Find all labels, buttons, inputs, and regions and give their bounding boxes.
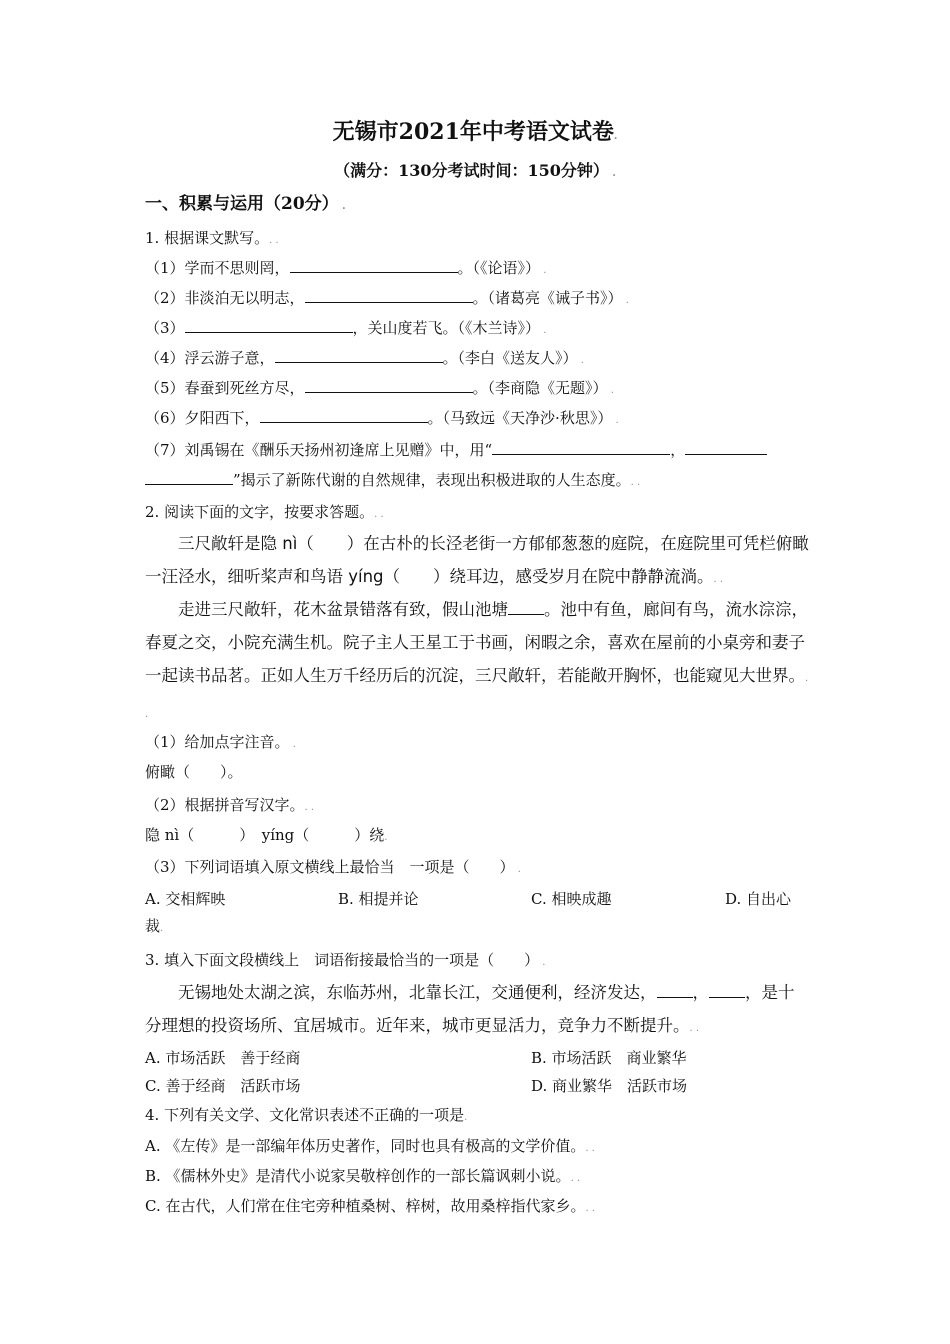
q1-stem: 1. 根据课文默写。. . <box>145 229 279 247</box>
q3-stem: 3. 填入下面文段横线上 词语衔接最恰当的一项是（ ） . <box>145 951 546 969</box>
q2-passage-para2: 走进三尺敞轩，花木盆景错落有致，假山池塘 。池中有鱼，廊间有鸟，流水淙淙，春夏之交，小院充满生机。院子主人王星工于书画，闲暇之余，喜欢在屋前的小桌旁和妻子一起读书品茗。正如人生万千经历后的沉淀，三尺敞轩，若能敞开胸怀，也能窥见大世界。. . <box>145 600 809 720</box>
q2-option-c: C. 相映成趣 <box>531 890 612 908</box>
q1-item-3: （3） ，关山度若飞。（《木兰诗》） . <box>145 319 547 337</box>
q2-option-b: B. 相提并论 <box>338 890 419 908</box>
q2-option-a: A. 交相辉映 <box>145 890 226 908</box>
q1-item-4: （4）浮云游子意， 。（李白《送友人》） . <box>145 349 584 367</box>
exam-title: 无锡市2021年中考语文试卷. <box>332 119 618 145</box>
q1-item-5: （5）春蚕到死丝方尽， 。（李商隐《无题》） . <box>145 379 614 397</box>
exam-subtitle: （满分：130分考试时间：150分钟） . <box>334 161 616 180</box>
q1-item-1: （1）学而不思则罔， 。（《论语》） . <box>145 259 547 277</box>
q2-sub1: （1）给加点字注音。 . <box>145 733 296 751</box>
section-heading: 一、积累与运用（20分） . <box>145 194 346 214</box>
q2-sub2: （2）根据拼音写汉字。. . <box>145 796 315 814</box>
q4-option-c: C. 在古代，人们常在住宅旁种植桑树、梓树，故用桑梓指代家乡。. . <box>145 1197 596 1215</box>
q3-option-d: D. 商业繁华 活跃市场 <box>531 1077 688 1095</box>
q3-passage: 无锡地处太湖之滨，东临苏州，北靠长江，交通便利，经济发达， ， ，是十分理想的投资场所、宜居城市。近年来，城市更显活力，竞争力不断提升。. . <box>145 983 795 1035</box>
q4-option-b: B. 《儒林外史》是清代小说家吴敬梓创作的一部长篇讽刺小说。. . <box>145 1167 581 1185</box>
q4-stem: 4. 下列有关文学、文化常识表述不正确的一项是. <box>145 1106 468 1124</box>
q2-sub1-answer: 俯瞰（ ）。 <box>145 763 243 781</box>
q2-stem: 2. 阅读下面的文字，按要求答题。. . <box>145 503 384 521</box>
q1-item-7-line2: ”揭示了新陈代谢的自然规律，表现出积极进取的人生态度。. . <box>145 470 640 493</box>
q1-item-2: （2）非淡泊无以明志， 。（诸葛亮《诫子书》） . <box>145 289 629 307</box>
q3-option-c: C. 善于经商 活跃市场 <box>145 1077 301 1095</box>
q2-sub2-answer: 隐 nì（ ） yíng（ ）绕. <box>145 826 388 844</box>
q3-option-b: B. 市场活跃 商业繁华 <box>531 1049 687 1067</box>
q2-option-d: D. 自出心 <box>725 890 792 908</box>
q2-option-d-wrap: 裁. <box>145 917 164 935</box>
q1-item-6: （6）夕阳西下， 。（马致远《天净沙·秋思》） . <box>145 409 619 427</box>
q1-item-7-line1: （7）刘禹锡在《酬乐天扬州初逢席上见赠》中，用“ ， <box>145 440 767 460</box>
q2-sub3: （3）下列词语填入原文横线上最恰当 一项是（ ） . <box>145 858 521 876</box>
q2-passage-para1: 三尺敞轩是隐 nì（ ）在古朴的长泾老街一方郁郁葱葱的庭院，在庭院里可凭栏俯瞰一汪泾水，细听桨声和鸟语 yíng（ ）绕耳边，感受岁月在院中静静流淌。. . <box>145 534 809 586</box>
q4-option-a: A. 《左传》是一部编年体历史著作，同时也具有极高的文学价值。. . <box>145 1137 595 1155</box>
q3-option-a: A. 市场活跃 善于经商 <box>145 1049 301 1067</box>
